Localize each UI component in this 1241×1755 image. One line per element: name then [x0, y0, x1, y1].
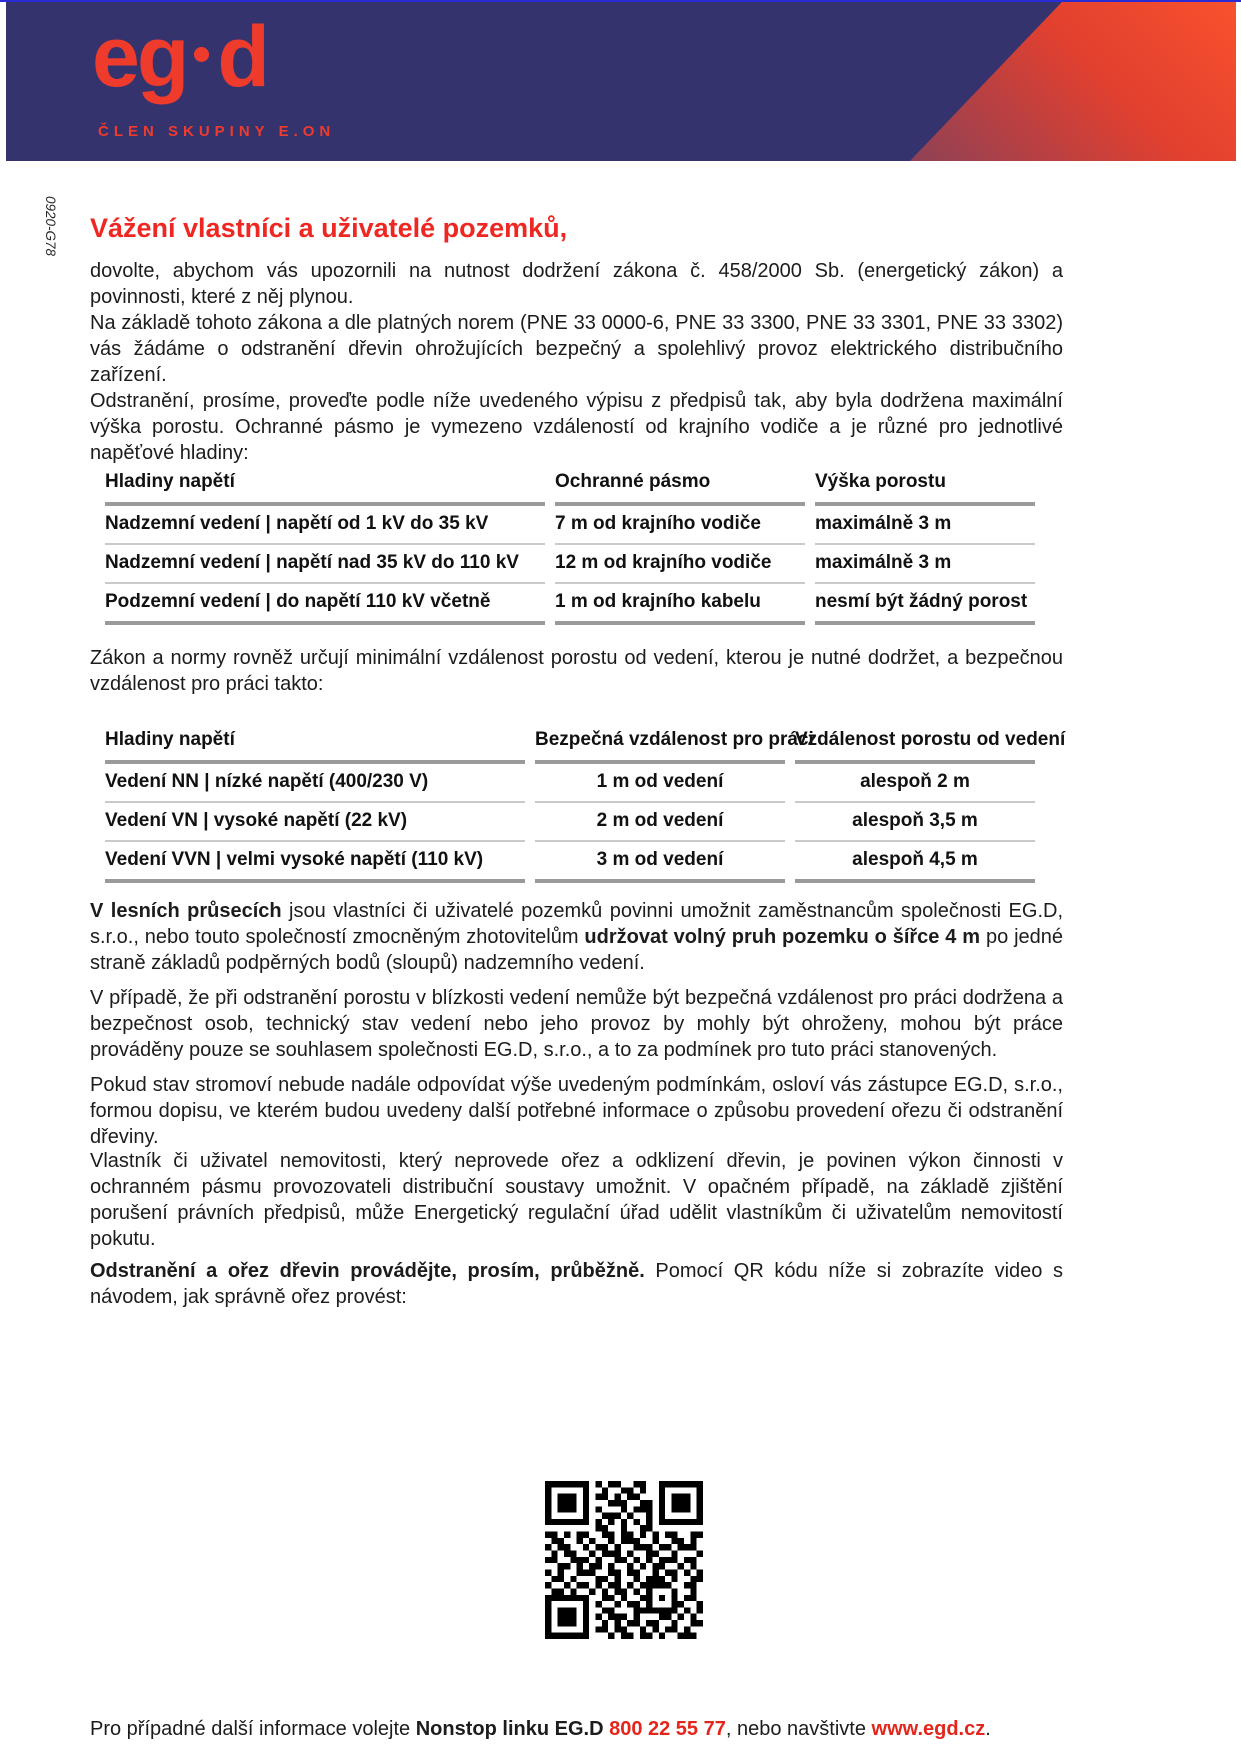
paragraph-follow-up-letter	[90, 1072, 1063, 1150]
text-run: , nebo navštivte	[725, 1718, 872, 1740]
column-header: Ochranné pásmo	[555, 465, 805, 506]
text-run: Pokud stav stromoví nebude nadále odpovídat výše uvedeným podmínkám, osloví vás zástupce EG.D, s.r.o., formou dopisu, ve kterém budou uvedeny další potřebné informace o způsobu provedení ořezu či odstranění dřeviny.	[90, 1074, 1063, 1148]
text-run: Pro případné další informace volejte	[90, 1718, 416, 1740]
table-header-row	[105, 465, 1035, 506]
table-row	[105, 584, 1035, 625]
table-cell: 1 m od krajního kabelu	[555, 584, 805, 625]
text-run: Odstranění, prosíme, proveďte podle níže uvedeného výpisu z předpisů tak, aby byla dodržena maximální výška porostu. Ochranné pásmo je vymezeno vzdáleností od krajního vodiče a je různé pro jednotlivé napěťové hladiny:	[90, 390, 1063, 464]
text-run: .	[985, 1718, 991, 1740]
logo-tagline: ČLEN SKUPINY E.ON	[98, 123, 336, 140]
protection-zones-table	[95, 465, 1045, 625]
logo-dot-icon	[194, 47, 209, 62]
table-row	[105, 803, 1035, 842]
table-cell: maximálně 3 m	[815, 545, 1035, 584]
safe-distances-table	[95, 723, 1066, 883]
table-row	[105, 764, 1035, 803]
column-header: Hladiny napětí	[105, 465, 545, 506]
table-body	[105, 764, 1035, 883]
column-header: Hladiny napětí	[105, 723, 525, 764]
table-row	[105, 506, 1035, 545]
table-cell: 7 m od krajního vodiče	[555, 506, 805, 545]
intro-paragraph-block	[90, 258, 1063, 466]
website-link[interactable]: www.egd.cz	[871, 1718, 986, 1740]
table-header	[105, 465, 1035, 506]
form-code: 0920-G78	[43, 196, 58, 257]
text-run: Odstranění a ořez dřevin provádějte, prosím, průběžně.	[90, 1260, 645, 1282]
text-run: Zákon a normy rovněž určují minimální vzdálenost porostu od vedení, kterou je nutné dodržet, a bezpečnou vzdálenost pro práci takto:	[90, 647, 1063, 695]
page-title: Vážení vlastníci a uživatelé pozemků,	[90, 213, 568, 243]
table-cell: Podzemní vedení | do napětí 110 kV včetně	[105, 584, 545, 625]
text-run: V případě, že při odstranění porostu v blízkosti vedení nemůže být bezpečná vzdálenost pro práci dodržena a bezpečnost osob, technický stav vedení nebo jeho provoz by mohly být ohroženy, mohou být práce prováděny pouze se souhlasem společnosti EG.D, s.r.o., a to za podmínek pro tuto práci stanovených.	[90, 987, 1063, 1061]
qr-code	[545, 1481, 703, 1639]
logo-text-d: d	[217, 9, 267, 105]
table-cell: 12 m od krajního vodiče	[555, 545, 805, 584]
paragraph-safety-consent	[90, 985, 1063, 1063]
table-cell: Vedení NN | nízké napětí (400/230 V)	[105, 764, 525, 803]
text-run: udržovat volný pruh pozemku o šířce 4 m	[584, 926, 981, 948]
table-cell: 2 m od vedení	[535, 803, 785, 842]
text-run: V lesních průsecích	[90, 900, 282, 922]
paragraph-intro-1	[90, 258, 1063, 310]
egd-logo	[92, 10, 267, 105]
table-cell: 1 m od vedení	[535, 764, 785, 803]
column-header: Bezpečná vzdálenost pro práci	[535, 723, 785, 764]
text-run: Vlastník či uživatel nemovitosti, který neprovede ořez a odklizení dřevin, je povinen výkon činnosti v ochranném pásmu provozovateli distribuční soustavy umožnit. V opačném případě, na základě zjištění porušení právních předpisů, může Energetický regulační úřad udělit vlastníkům či uživatelům nemovitostí pokutu.	[90, 1150, 1063, 1250]
table-cell: Nadzemní vedení | napětí od 1 kV do 35 kV	[105, 506, 545, 545]
table-cell: Vedení VN | vysoké napětí (22 kV)	[105, 803, 525, 842]
table-cell: Vedení VVN | velmi vysoké napětí (110 kV)	[105, 842, 525, 883]
phone-number: 800 22 55 77	[609, 1718, 726, 1740]
table-cell: maximálně 3 m	[815, 506, 1035, 545]
header-accent-shape	[896, 2, 1236, 161]
qr-matrix	[545, 1481, 703, 1639]
table-cell: alespoň 3,5 m	[795, 803, 1035, 842]
table-row	[105, 842, 1035, 883]
text-run: jsou vlastníci či uživatelé pozemků povinni umožnit zaměstnancům společnosti EG.D, s.r.o., nebo touto společností zmocněným zhotovitelům	[90, 900, 1063, 948]
text-run: Nonstop linku EG.D	[415, 1718, 610, 1740]
table-header-row	[105, 723, 1035, 764]
text-run: Na základě tohoto zákona a dle platných norem (PNE 33 0000-6, PNE 33 3300, PNE 33 3301, PNE 33 3302) vás žádáme o odstranění dřevin ohrožujících bezpečný a spolehlivý provoz elektrického distribučního zařízení.	[90, 312, 1063, 386]
table-cell: alespoň 2 m	[795, 764, 1035, 803]
table-cell: nesmí být žádný porost	[815, 584, 1035, 625]
header-band	[6, 2, 1236, 161]
column-header: Vzdálenost porostu od vedení	[795, 723, 1035, 764]
footer-contact-line	[90, 1718, 1190, 1741]
text-run: Pomocí QR kódu níže si zobrazíte video s návodem, jak správně ořez provést:	[90, 1260, 1063, 1308]
table-header	[105, 723, 1066, 764]
logo-text-eg: eg	[92, 9, 187, 105]
text-run: po jedné straně základů podpěrných bodů (sloupů) nadzemního vedení.	[90, 926, 1064, 974]
table-cell: alespoň 4,5 m	[795, 842, 1035, 883]
paragraph-intro-2	[90, 310, 1063, 388]
paragraph-owner-obligation	[90, 1148, 1063, 1252]
table-cell: Nadzemní vedení | napětí nad 35 kV do 110 kV	[105, 545, 545, 584]
table-cell: 3 m od vedení	[535, 842, 785, 883]
paragraph-qr-instruction	[90, 1258, 1063, 1310]
paragraph-intro-3	[90, 388, 1063, 466]
text-run: dovolte, abychom vás upozornili na nutnost dodržení zákona č. 458/2000 Sb. (energetický zákon) a povinnosti, které z něj plynou.	[90, 260, 1063, 308]
paragraph-law	[90, 645, 1063, 697]
table-body	[105, 506, 1035, 625]
paragraph-forest-clearings	[90, 898, 1063, 976]
column-header: Výška porostu	[815, 465, 1035, 506]
table-row	[105, 545, 1035, 584]
